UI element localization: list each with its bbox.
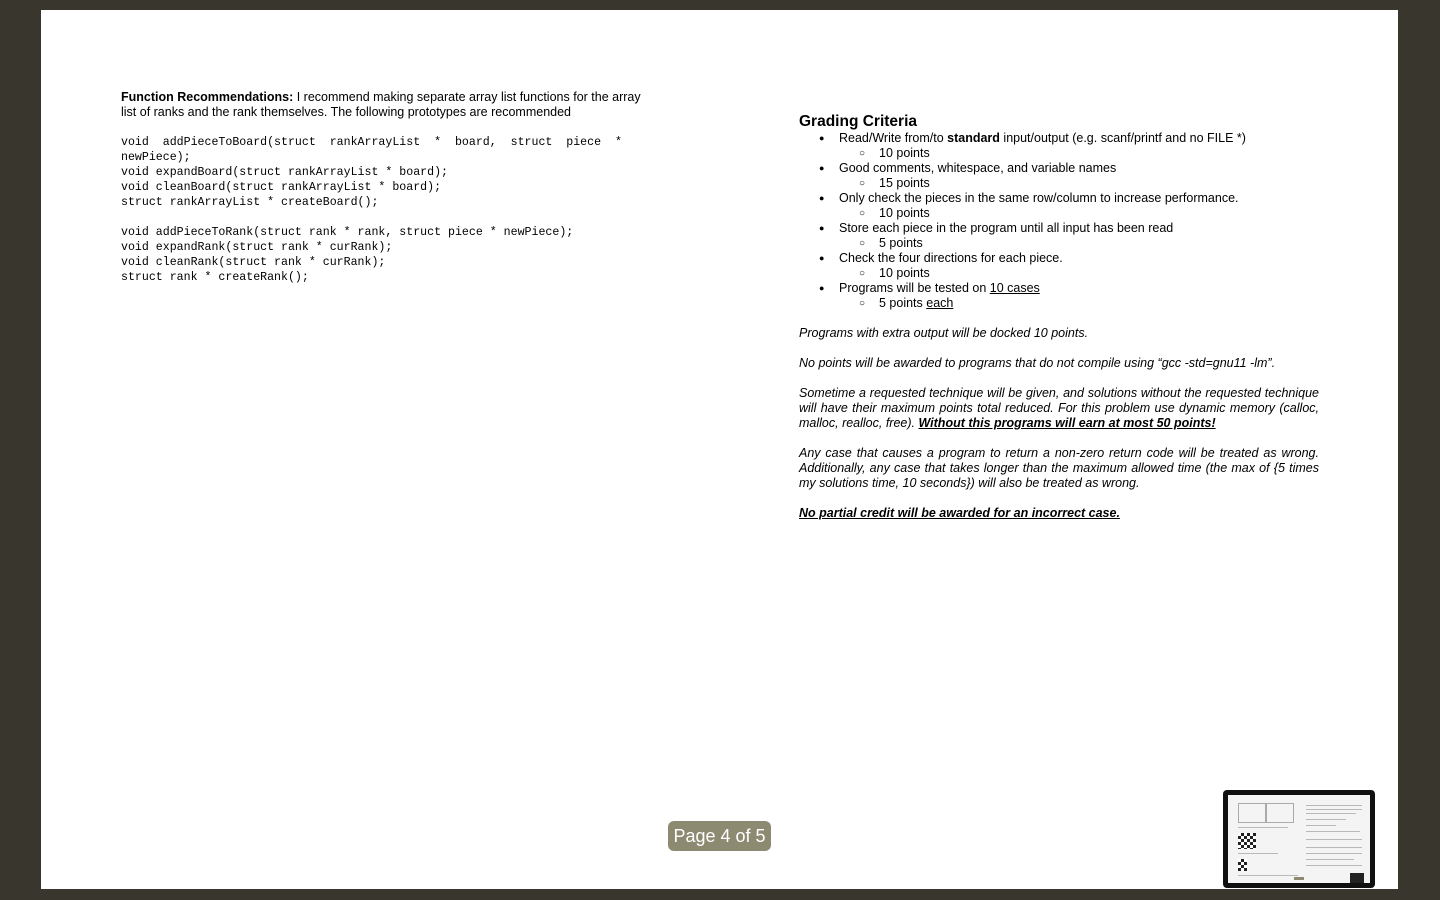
grading-criteria-heading: Grading Criteria [799,113,917,130]
criterion-item: ● Only check the pieces in the same row/column to increase performance. [799,191,1319,206]
rank-prototypes [121,225,641,285]
code-line: void addPieceToBoard(struct rankArrayList * board, struct piece * [121,136,622,149]
left-column [121,90,641,285]
function-recommendations-label: Function Recommendations: [121,90,294,104]
page-indicator: Page 4 of 5 [668,821,771,851]
criterion-underlined: 10 cases [989,281,1040,295]
code-line: void expandRank(struct rank * curRank); [121,241,393,254]
technique-note [799,386,1319,431]
code-line: struct rankArrayList * createBoard(); [121,196,379,209]
criterion-points: ○ 10 points [799,146,1319,161]
criterion-points: ○ 15 points [799,176,1319,191]
criterion-points [799,296,1319,311]
code-line: newPiece); [121,151,191,164]
code-line: struct rank * createRank(); [121,271,309,284]
board-prototypes [121,135,641,210]
code-line: void cleanRank(struct rank * curRank); [121,256,386,269]
criterion-points: ○ 5 points [799,236,1319,251]
thumbnail-preview [1228,795,1370,883]
function-recommendations-paragraph [121,90,641,120]
criterion-text: Programs will be tested on [839,281,990,295]
technique-note-emphasis: Without this programs will earn at most 50 points! [918,416,1216,430]
criterion-points: ○ 10 points [799,266,1319,281]
criterion-text: input/output (e.g. scanf/printf and no FILE *) [999,131,1246,145]
criterion-item: ● Check the four directions for each piece. [799,251,1319,266]
criterion-item: ● Good comments, whitespace, and variable names [799,161,1319,176]
criterion-points: ○ 10 points [799,206,1319,221]
technique-note-text: Sometime a requested technique will be given, and solutions without the requested technique will have their maximum points total reduced. For this problem use dynamic memory (calloc, malloc, realloc, free). [799,386,1319,430]
criterion-text: Read/Write from/to [839,131,948,145]
code-line: void cleanBoard(struct rankArrayList * board); [121,181,442,194]
return-code-note: Any case that causes a program to return a non-zero return code will be treated as wrong. Additionally, any case that takes longer than the maximum allowed time (the max of {5 times my solutions time, 10 seconds}) will also be treated as wrong. [799,446,1319,490]
page-thumbnail[interactable] [1223,790,1375,888]
partial-credit-note: No partial credit will be awarded for an incorrect case. [799,506,1120,520]
grading-criteria-list [799,131,1319,311]
code-line: void expandBoard(struct rankArrayList * board); [121,166,448,179]
criterion-item [799,131,1319,146]
criterion-points-text: 5 points [879,296,927,310]
code-line: void addPieceToRank(struct rank * rank, struct piece * newPiece); [121,226,574,239]
criterion-bold: standard [947,131,1000,145]
function-recommendations-text: I recommend making separate array list functions for the array list of ranks and the rank themselves. The following prototypes are recommended [121,90,641,119]
criterion-item [799,281,1319,296]
document-page [41,10,1398,889]
compile-note: No points will be awarded to programs that do not compile using “gcc -std=gnu11 -lm”. [799,356,1276,370]
right-column [799,113,1319,521]
criterion-item: ● Store each piece in the program until all input has been read [799,221,1319,236]
criterion-points-underlined: each [926,296,954,310]
extra-output-note: Programs with extra output will be docked 10 points. [799,326,1089,340]
